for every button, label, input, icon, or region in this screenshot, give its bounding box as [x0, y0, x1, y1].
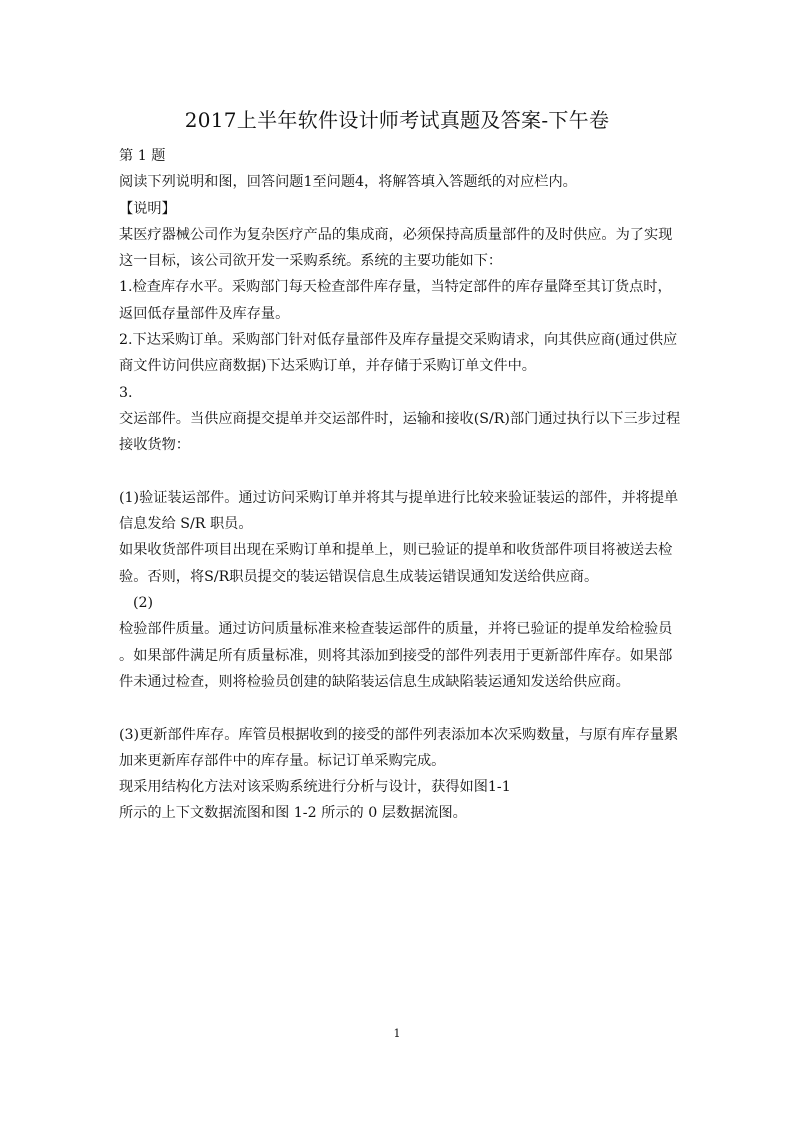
paragraph-line: 如果收货部件项目出现在采购订单和提单上，则已验证的提单和收货部件项目将被送去检 — [119, 542, 673, 559]
paragraph-line: (2) — [133, 595, 154, 612]
page-number: 1 — [393, 1027, 401, 1040]
paragraph-line: 信息发给 S/R 职员。 — [119, 516, 253, 533]
paragraph-line: 所示的上下文数据流图和图 1-2 所示的 0 层数据流图。 — [119, 805, 467, 822]
paragraph-line: 检验部件质量。通过访问质量标准来检查装运部件的质量，并将已验证的提单发给检验员 — [119, 621, 673, 638]
paragraph-line: 返回低存量部件及库存量。 — [119, 305, 290, 322]
paragraph-line: 交运部件。当供应商提交提单并交运部件时，运输和接收(S/R)部门通过执行以下三步过程 — [119, 410, 681, 427]
paragraph-line: 现采用结构化方法对该采购系统进行分析与设计，获得如图1-1 — [119, 779, 511, 796]
paragraph-line: (3)更新部件库存。库管员根据收到的接受的部件列表添加本次采购数量，与原有库存量累 — [119, 726, 679, 743]
paragraph-line: 验。否则，将S/R职员提交的装运错误信息生成装运错误通知发送给供应商。 — [119, 568, 599, 585]
paragraph-line: 加来更新库存部件中的库存量。标记订单采购完成。 — [119, 752, 446, 769]
paragraph-line: 。如果部件满足所有质量标准，则将其添加到接受的部件列表用于更新部件库存。如果部 — [119, 647, 673, 664]
paragraph-line: 2.下达采购订单。采购部门针对低存量部件及库存量提交采购请求，向其供应商(通过供应 — [119, 332, 678, 349]
paragraph-line: 3. — [119, 384, 133, 401]
document-body — [119, 143, 679, 827]
section-heading: 【说明】 — [119, 200, 176, 217]
paragraph-line: 某医疗器械公司作为复杂医疗产品的集成商，必须保持高质量部件的及时供应。为了实现 — [119, 226, 673, 243]
paragraph-line: 1.检查库存水平。采购部门每天检查部件库存量，当特定部件的库存量降至其订货点时， — [119, 279, 672, 296]
paragraph-line: 商文件访问供应商数据)下达采购订单，并存储于采购订单文件中。 — [119, 358, 536, 375]
blank-line — [119, 695, 679, 721]
instruction-line: 阅读下列说明和图，回答问题1至问题4，将解答填入答题纸的对应栏内。 — [119, 174, 577, 191]
paragraph-line: 接收货物： — [119, 437, 190, 454]
paragraph-line: (1)验证装运部件。通过访问采购订单并将其与提单进行比较来验证装运的部件，并将提单 — [119, 489, 679, 506]
blank-line — [119, 459, 679, 485]
question-number: 第 1 题 — [119, 148, 166, 164]
paragraph-line: 件未通过检查，则将检验员创建的缺陷装运信息生成缺陷装运通知发送给供应商。 — [119, 673, 630, 690]
paragraph-line: 这一目标，该公司欲开发一采购系统。系统的主要功能如下： — [119, 253, 503, 270]
document-title: 2017上半年软件设计师考试真题及答案-下午卷 — [184, 108, 610, 132]
